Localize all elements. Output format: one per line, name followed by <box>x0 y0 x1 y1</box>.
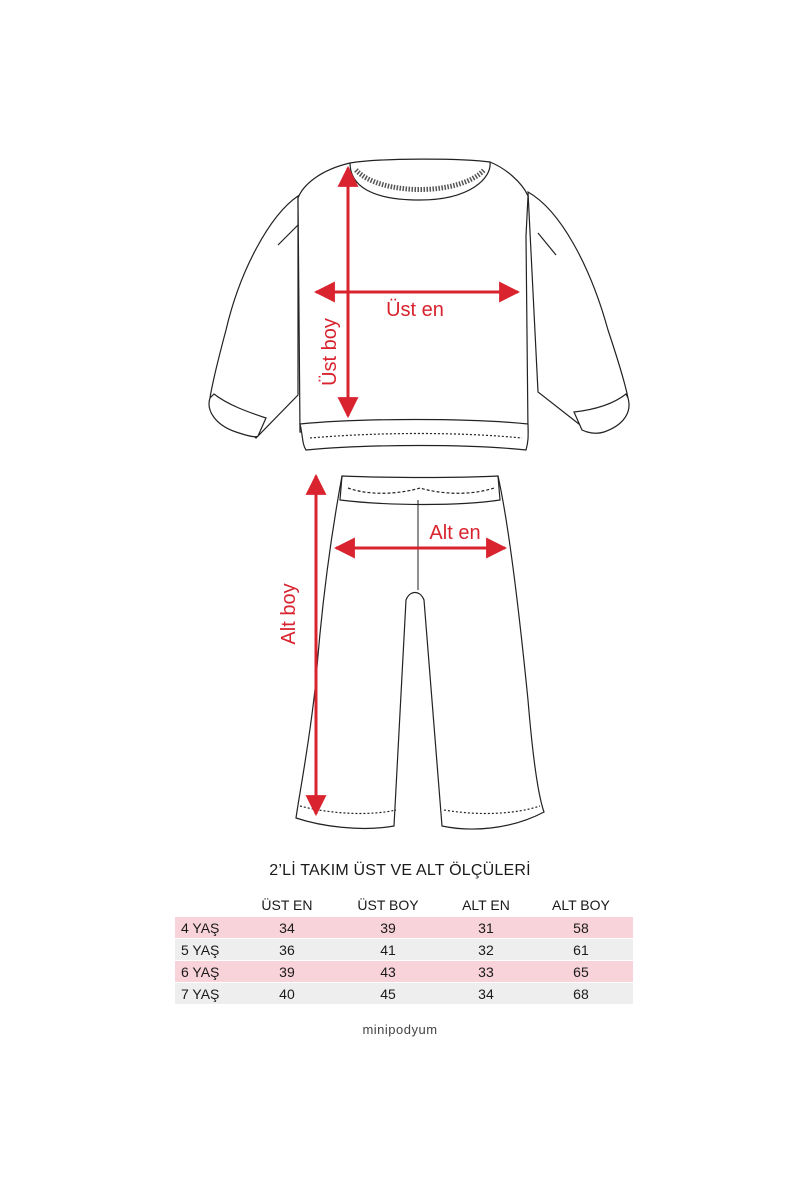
value-cell: 45 <box>380 985 396 1002</box>
size-table <box>175 893 633 1005</box>
value-cell: 65 <box>573 963 589 980</box>
table-row <box>175 983 633 1005</box>
value-cell: 31 <box>478 919 494 936</box>
value-cell: 34 <box>279 919 295 936</box>
value-cell: 32 <box>478 941 494 958</box>
value-cell: 33 <box>478 963 494 980</box>
header-cell <box>175 893 241 917</box>
top-width-label: Üst en <box>386 299 444 321</box>
value-cell: 34 <box>478 985 494 1002</box>
pants-drawing <box>296 476 544 829</box>
value-cell: 39 <box>279 963 295 980</box>
brand-logo: minipodyum <box>362 1022 438 1037</box>
value-cell: 36 <box>279 941 295 958</box>
age-cell: 5 YAŞ <box>181 941 220 958</box>
header-cell: ALT BOY <box>552 897 610 913</box>
age-cell: 6 YAŞ <box>181 963 220 980</box>
table-row <box>175 939 633 961</box>
value-cell: 39 <box>380 919 396 936</box>
value-cell: 58 <box>573 919 589 936</box>
size-table-header-row <box>175 893 633 917</box>
table-row <box>175 961 633 983</box>
table-row <box>175 917 633 939</box>
age-cell: 4 YAŞ <box>181 919 220 936</box>
top-length-label: Üst boy <box>319 318 341 386</box>
value-cell: 41 <box>380 941 396 958</box>
age-cell: 7 YAŞ <box>181 985 220 1002</box>
value-cell: 68 <box>573 985 589 1002</box>
value-cell: 40 <box>279 985 295 1002</box>
size-table-title: 2’Lİ TAKIM ÜST VE ALT ÖLÇÜLERİ <box>269 862 531 879</box>
header-cell: ÜST BOY <box>357 897 419 913</box>
bottom-width-label: Alt en <box>429 522 481 544</box>
bottom-length-label: Alt boy <box>278 583 300 645</box>
value-cell: 43 <box>380 963 396 980</box>
header-cell: ÜST EN <box>261 897 313 913</box>
value-cell: 61 <box>573 941 589 958</box>
header-cell: ALT EN <box>462 897 510 913</box>
